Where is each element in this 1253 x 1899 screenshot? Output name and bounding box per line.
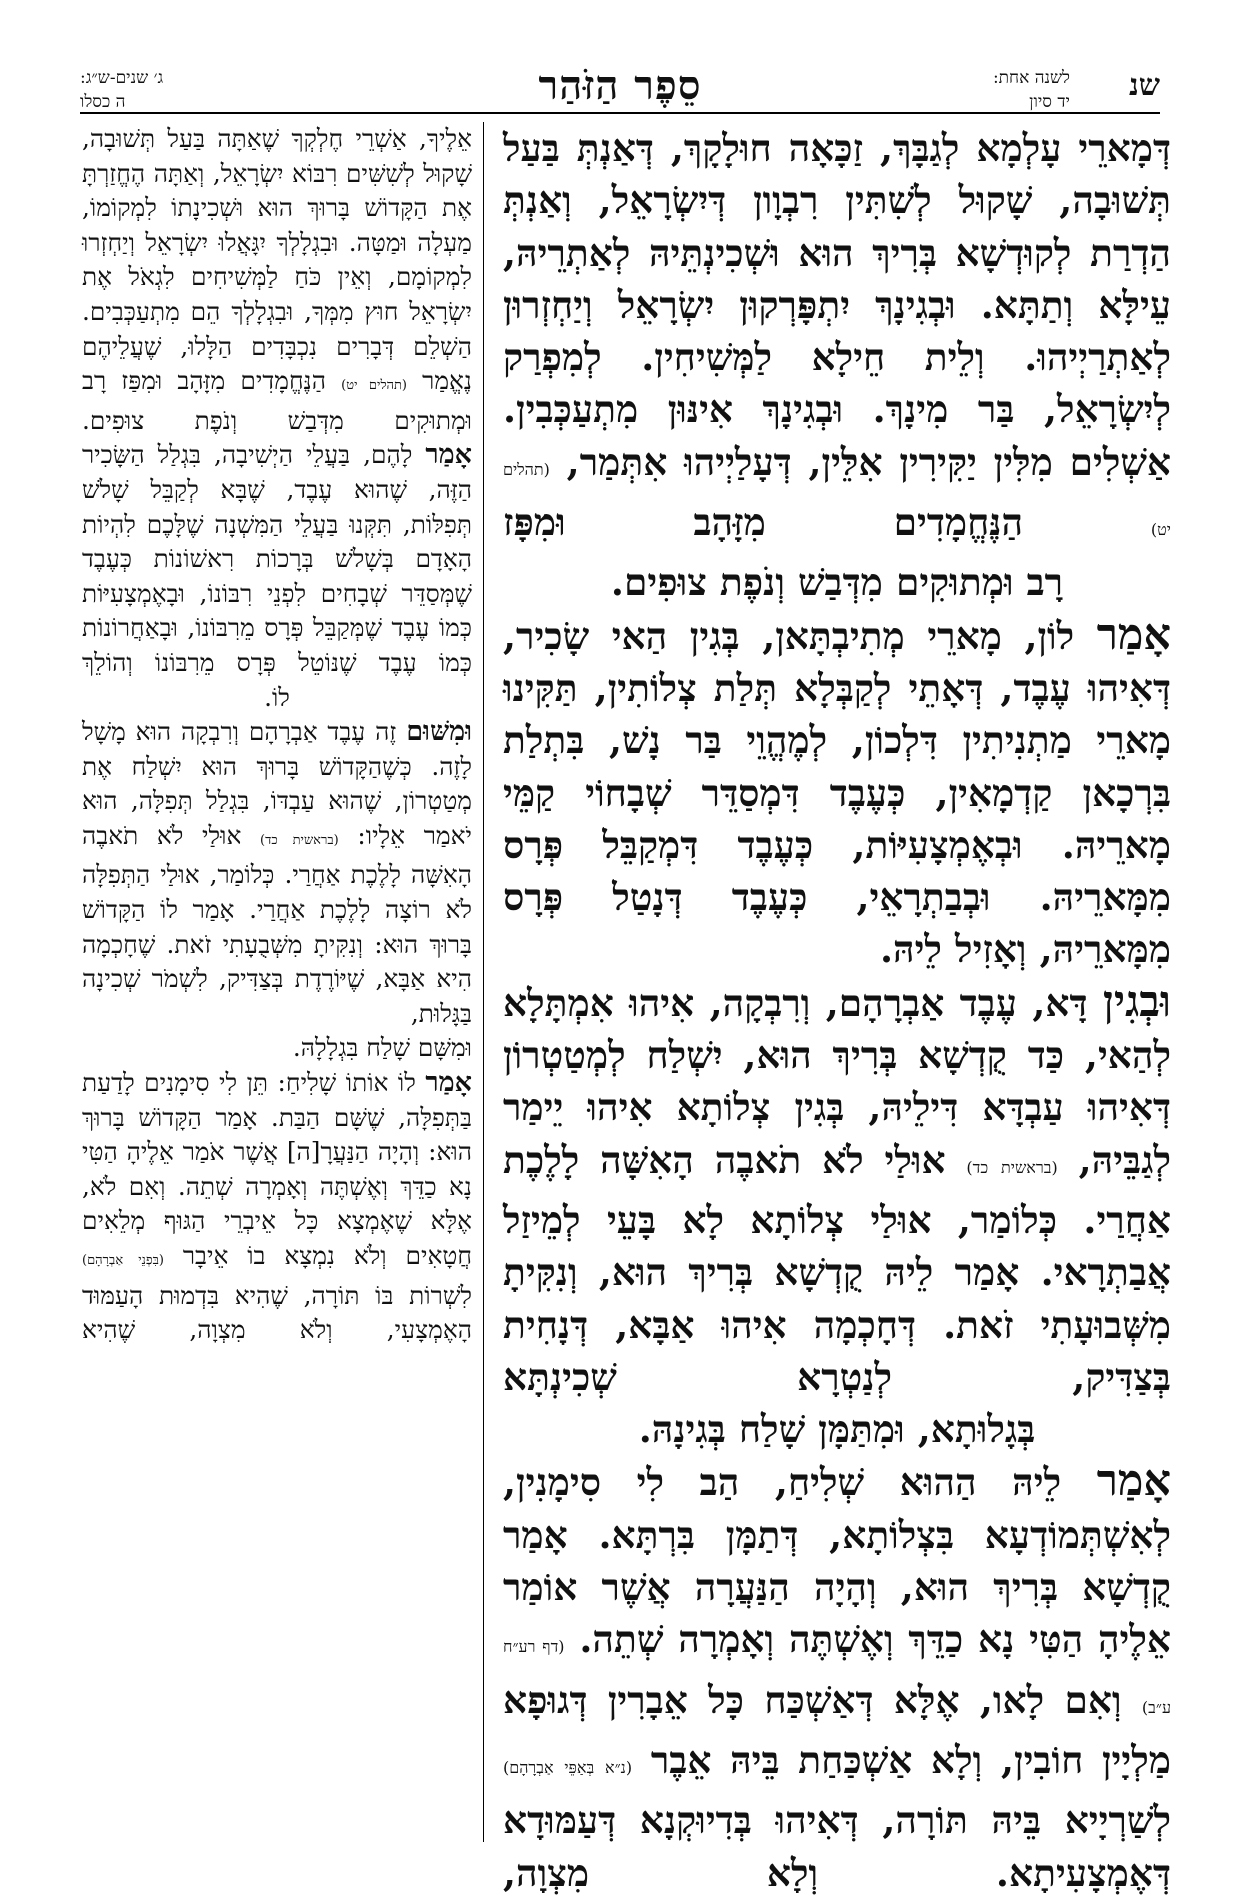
comm-p3-text-b: אוּלַי לֹא תֹאבֶה הָאִשָּׁה לָלֶכֶת אַחֲרַי. כְּלוֹמַר, אוּלַי הַתְּפִלָּה לֹא רוֹצָה לָלֶכֶת אַחֲרַי. אָמַר לוֹ הַקָּדוֹשׁ בָּרוּךְ הוּא: וְנִקִּיתָ מִשְּׁבֻעָתִי זֹאת. שֶׁחָכְמָה הִיא אַבָּא, שֶׁיּוֹרֶדֶת בְּצַדִּיק, לִשְׁמֹר שְׁכִינָה בַּגָּלוּת, — [82, 820, 472, 1028]
study-schedule-three-years — [80, 66, 163, 114]
schedule-date-one-year: יד סיון — [1029, 92, 1070, 112]
main-paragraph-3-end: בְּגָלוּתָא, וּמִתַּמָּן שָׁלַח בְּגִינָהּ. — [638, 1407, 1036, 1452]
main-p3-source: (בראשית כד) — [966, 1157, 1058, 1177]
main-p4-folio-ref: (דף רע״ח ע״ב) — [503, 1637, 1171, 1717]
column-divider — [483, 122, 484, 1842]
comm-paragraph-3 — [82, 715, 472, 1031]
main-p4-variant-note: (נ״א בְּאַפֵּי אַבְרָהָם) — [503, 1757, 633, 1777]
main-p3-text-b: כְּלוֹמַר, אוּלַי צְלוֹתָא לָא בָּעֵי לְמֵיזַל אֲבַתְרָאי. אָמַר לֵיהּ קֻדְשָׁא בְּרִיךְ הוּא, וְנִקִּיתָ מִשְּׁבוּעָתִי זֹאת. דְּחָכְמָה אִיהוּ אַבָּא, דְּנָחִית בְּצַדִּיק, לְנַטְרָא שְׁכִינְתָּא — [503, 1197, 1171, 1399]
comm-p4-text: לוֹ אוֹתוֹ שָׁלִיחַ: תֵּן לִי סִימָנִים לָדַעַת בַּתְּפִלָּה, שֶׁשָּׁם הַבַּת. אָמַר הַקָּדוֹשׁ בָּרוּךְ הוּא: וְהָיָה הַנַּעֲרָ[ה] אֲשֶׁר אֹמַר אֵלֶיהָ הַטִּי נָא כַדֵּךְ וְאֶשְׁתֶּה וְאָמְרָה שְׁתֵה. וְאִם לֹא, אֶלָּא שֶׁאֶמְצָא כָּל אֵיבְרֵי הַגּוּף מְלֵאִים חֲטָאִים וְלֹא נִמְצָא בוֹ אֵיבָר — [82, 1068, 472, 1270]
main-p3-text: דָּא, עֶבֶד אַבְרָהָם, וְרִבְקָה, אִיהוּ אִמְתָּלָא לְהַאי, כַּד קֻדְשָׁא בְּרִיךְ הוּא, יִשְׁלַח לְמְטַטְרוֹן דְּאִיהוּ עַבְדָּא דִּילֵיהּ, בְּגִין צְלוֹתָא אִיהוּ יֵימַר לְגַבֵּיהּ, — [503, 980, 1172, 1182]
comm-paragraph-2-end: לוֹ. — [264, 682, 290, 712]
main-paragraph-3 — [503, 976, 1171, 1403]
comm-p4-text-b: לִשְׁרוֹת בּוֹ תּוֹרָה, שֶׁהִיא בִּדְמוּת הָעַמּוּד הָאֶמְצָעִי, וְלֹא מִצְוָה, שֶׁהִיא — [82, 1280, 472, 1345]
main-p1-source: (תהלים יט) — [503, 459, 1171, 540]
schedule-label-three-years: ג׳ שנים-ש״ג: — [80, 68, 164, 88]
book-title: סֵפֶר הַזֹּהַר — [538, 62, 702, 109]
comm-paragraph-1 — [82, 122, 472, 438]
main-p1-quote: הַנֶּחֱמָדִים מִזָּהָב וּמִפָּז — [503, 500, 1024, 545]
comm-p3-source: (בראשית כד) — [260, 832, 339, 848]
main-p1-text: דְּמָארֵי עָלְמָא לְגַבָּךְ, זַכָּאָה חוּלָקָךְ, דְּאַנְתְּ בַּעַל תְּשׁוּבָה, שָׁקוּל לְשִׁתִּין רִבְוָון דְּיִשְׂרָאֵל, וְאַנְתְּ הַדְרַת לְקוּדְשָׁא בְּרִיךְ הוּא וּשְׁכִינְתֵּיהּ לְאַתְרֵיהּ, עֵילָּא וְתַתָּא. וּבְגִינָךְ יִתְפָּרְקוּן יִשְׂרָאֵל וְיַחְזְרוּן לְאַתְרַיְיהוּ. וְלֵית חֵילָא לַמְּשִׁיחִין. לְמִפְרַק לְיִשְׂרָאֵל, בַּר מִינָךְ. וּבְגִינָךְ אִינּוּן מִתְעַכְּבִין. אַשְׁלִים מִלִּין יַקִּירִין אִלֵּין, דְּעָלַיְיהוּ אִתְּמַר, — [503, 126, 1171, 484]
main-p2-lead-word: אָמַר — [1096, 609, 1171, 660]
comm-p4-variant-note: (בִּפְנֵי אַבְרָהָם) — [82, 1253, 164, 1268]
main-p4-lead-word: אָמַר — [1096, 1456, 1171, 1507]
main-p3-lead-word: וּבְגִין — [1102, 976, 1172, 1027]
aramaic-text-column — [503, 122, 1172, 1895]
comm-paragraph-4 — [82, 1066, 472, 1348]
main-paragraph-1-end: רָב וּמְתוּקִים מִדְּבַשׁ וְנֹפֶת צוּפִים. — [610, 560, 1064, 605]
comm-p1-text: אֵלֶיךָ, אַשְׁרֵי חֶלְקְךָ שֶׁאַתָּה בַּעַל תְּשׁוּבָה, שָׁקוּל לְשִׁשִּׁים רִבּוֹא יִשְׂרָאֵל, וְאַתָּה הֶחֱזַרְתָּ אֶת הַקָּדוֹשׁ בָּרוּךְ הוּא וּשְׁכִינָתוֹ לִמְקוֹמוֹ, מַעְלָה וּמַטָּה. וּבִגְלָלְךָ יִגָּאֲלוּ יִשְׂרָאֵל וְיַחְזְרוּ לִמְקוֹמָם, וְאֵין כֹּחַ לַמְּשִׁיחִים לִגְאֹל אֶת יִשְׂרָאֵל חוּץ מִמְּךָ, וּבִגְלָלְךָ הֵם מִתְעַכְּבִים. הַשְׁלֵם דְּבָרִים נִכְבָּדִים הַלָּלוּ, שֶׁעֲלֵיהֶם נֶאֱמַר — [82, 124, 472, 396]
main-p3-quote: אוּלַי לֹא תֹאבֶה הָאִשָּׁה לָלֶכֶת אַחֲרַי. — [503, 1137, 1171, 1242]
main-paragraph-1 — [503, 122, 1171, 556]
comm-p4-lead-word: אָמַר — [425, 1067, 472, 1099]
header-rule — [80, 112, 1160, 114]
comm-paragraph-3-end: וּמִשָּׁם שָׁלַח בִּגְלָלָהּ. — [292, 1033, 472, 1063]
comm-p2-lead-word: אָמַר — [425, 439, 472, 471]
comm-p1-quote: הַנֶּחֱמָדִים מִזָּהָב וּמִפַּז רָב וּמְתוּקִים מִדְּבַשׁ וְנֹפֶת צוּפִים. — [82, 366, 472, 435]
comm-p2-text: לָהֶם, בַּעֲלֵי הַיְשִׁיבָה, בִּגְלַל הַשָּׂכִיר הַזֶּה, שֶׁהוּא עֶבֶד, שֶׁבָּא לְקַבֵּל שָׁלֹשׁ תְּפִלּוֹת, תִּקְּנוּ בַּעֲלֵי הַמִּשְׁנָה שֶׁלָּכֶם לִהְיוֹת הָאָדָם בְּשָׁלֹשׁ בְּרָכוֹת רִאשׁוֹנוֹת כְּעֶבֶד שֶׁמְּסַדֵּר שְׁבָחִים לִפְנֵי רִבּוֹנוֹ, וּבָאֶמְצָעִיּוֹת כְּמוֹ עֶבֶד שֶׁמְּקַבֵּל פְּרָס מֵרִבּוֹנוֹ, וּבָאַחֲרוֹנוֹת כְּמוֹ עֶבֶד שֶׁנּוֹטֵל פְּרָס מֵרִבּוֹנוֹ וְהוֹלֵךְ — [82, 440, 472, 677]
comm-p3-text: זֶה עֶבֶד אַבְרָהָם וְרִבְקָה הוּא מָשָׁל לָזֶה. כְּשֶׁהַקָּדוֹשׁ בָּרוּךְ הוּא יִשְׁלַח אֶת מְטַטְרוֹן, שֶׁהוּא עַבְדּוֹ, בִּגְלַל תְּפִלָּה, הוּא יֹאמַר אֵלָיו: — [82, 717, 472, 850]
main-p2-text: לוֹן, מָארֵי מְתִיבְתָּאן, בְּגִין הַאי שָׂכִיר, דְּאִיהוּ עֶבֶד, דְּאָתֵי לְקַבְּלָא תְּלַת צְלוֹתִין, תַּקִּינוּ מָארֵי מַתְנִיתִין דִּלְכוֹן, לְמֶהֱוֵי בַּר נָשׁ, בִּתְלַת בִּרְכָאן קַדְמָאִין, כְּעֶבֶד דִּמְסַדֵּר שְׁבָחוֹי קַמֵּי מָארֵיהּ. וּבְאֶמְצָעִיּוֹת, כְּעֶבֶד דִּמְקַבֵּל פְּרָס מִמָּארֵיהּ. וּבְבַתְרָאֵי, כְּעֶבֶד דְּנָטַל פְּרָס — [503, 613, 1171, 920]
main-paragraph-2-end: מִמָּארֵיהּ, וְאָזִיל לֵיהּ. — [879, 927, 1171, 972]
page-number: שנ — [1129, 68, 1160, 103]
main-paragraph-4 — [503, 1455, 1171, 1898]
schedule-label-one-year: לשנה אחת: — [992, 68, 1070, 88]
comm-paragraph-2 — [82, 438, 472, 680]
main-p4-text-c: לְשַׁרְיָיא בֵּיהּ תּוֹרָה, דְּאִיהוּ בְּדִיוּקְנָא דְּעַמּוּדָא דְּאֶמְצָעִיתָא. וְלָא מִצְוָה, — [503, 1798, 1171, 1895]
hebrew-translation-column — [82, 122, 472, 1842]
main-p4-text: לֵיהּ הַהוּא שְׁלִיחַ, הַב לִי סִימָנִין, לְאִשְׁתְּמוֹדְעָא בִּצְלוֹתָא, דְּתַמָּן בִּרְתָּא. אָמַר קֻדְשָׁא בְּרִיךְ הוּא, וְהָיָה הַנַּעֲרָה אֲשֶׁר אוֹמַר אֵלֶיהָ הַטִּי נָא כַדֵּךְ וְאֶשְׁתֶּה וְאָמְרָה שְׁתֵה. — [503, 1460, 1172, 1662]
schedule-date-three-years: ה כסלו — [80, 92, 126, 112]
comm-p1-source: (תהלים יט) — [341, 378, 407, 394]
comm-p3-lead-word: וּמִשּׁוּם — [406, 716, 472, 748]
main-paragraph-2 — [503, 609, 1171, 924]
main-p4-text-b: וְאִם לָאו, אֶלָּא דְּאַשְׁכַּח כָּל אֵבָרִין דְּגוּפָא מַלְיָין חוֹבִין, וְלָא אַשְׁכַּחַת בֵּיהּ אֵבֶר — [503, 1677, 1171, 1782]
